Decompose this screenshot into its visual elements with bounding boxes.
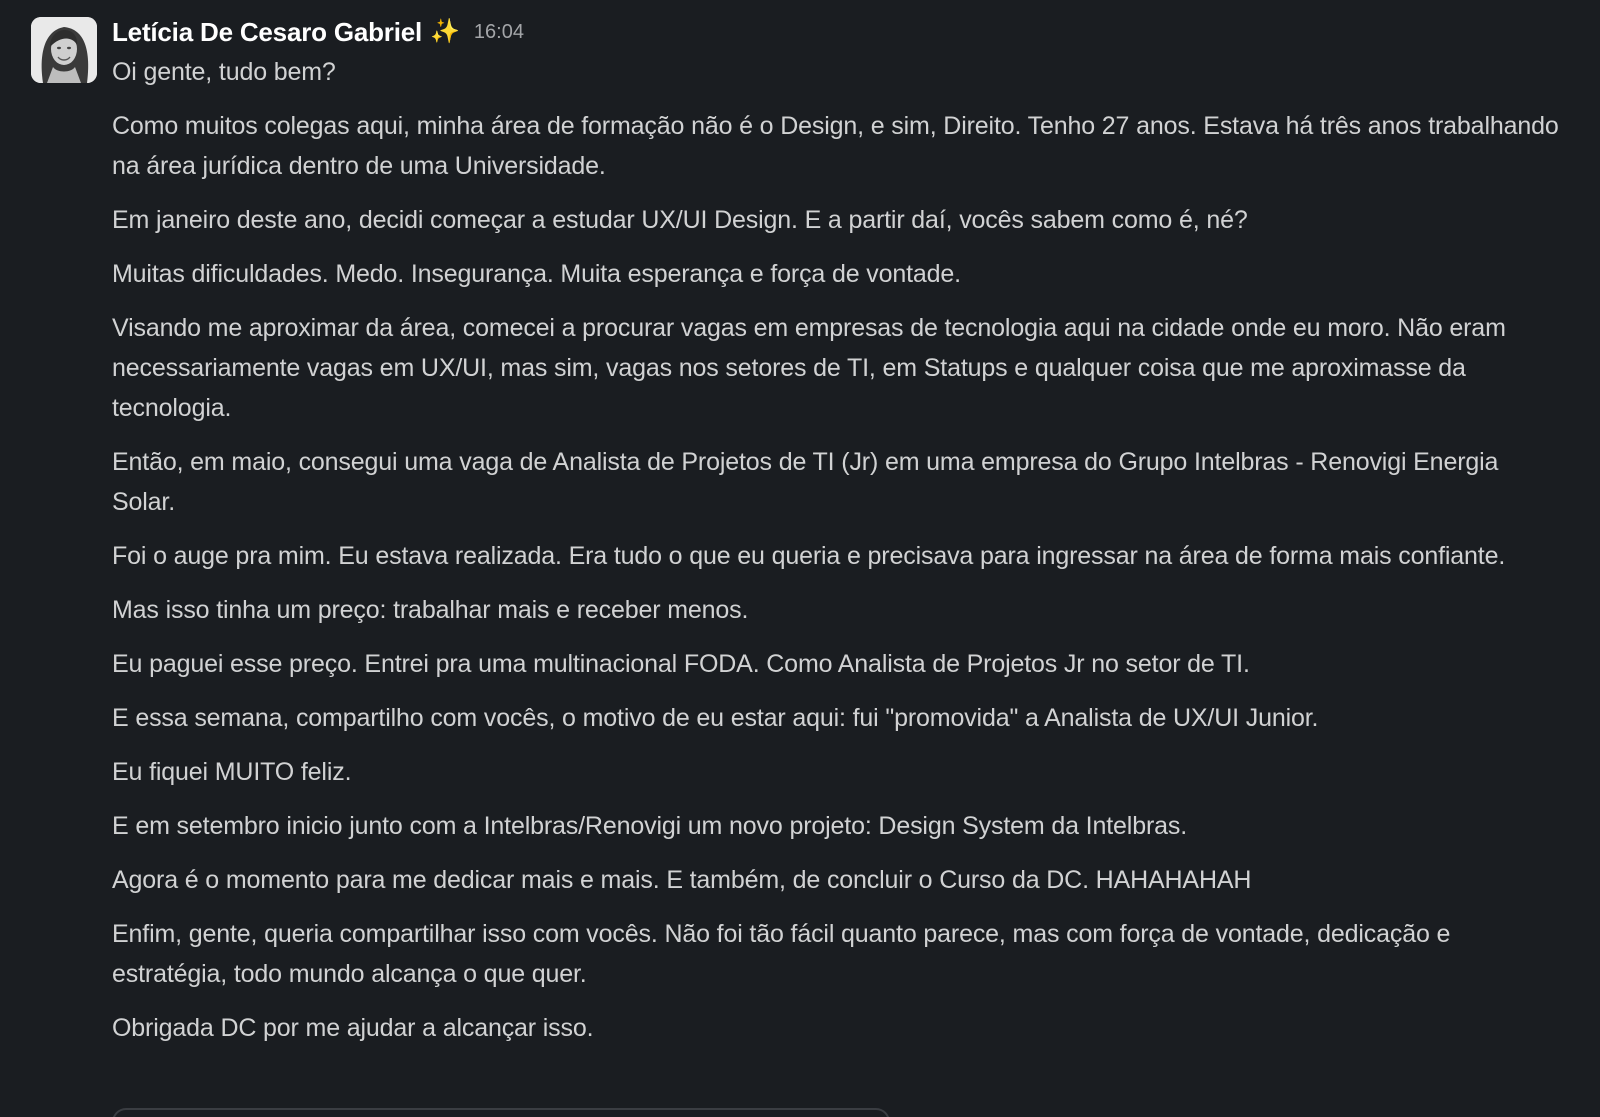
message-timestamp[interactable]: 16:04 <box>473 20 524 43</box>
message-paragraph: Foi o auge pra mim. Eu estava realizada. Era tudo o que eu queria e precisava para ingressar na área de forma mais confiante. <box>112 542 1506 570</box>
message-paragraph: E em setembro inicio junto com a Intelbras/Renovigi um novo projeto: Design System da Intelbras. <box>112 812 1188 840</box>
message-paragraph: Em janeiro deste ano, decidi começar a estudar UX/UI Design. E a partir daí, vocês sabem como é, né? <box>112 206 1248 234</box>
message-paragraph: Então, em maio, consegui uma vaga de Analista de Projetos de TI (Jr) em uma empresa do Grupo Intelbras - Renovigi Energia Solar. <box>112 448 1499 516</box>
message-paragraph: Visando me aproximar da área, comecei a procurar vagas em empresas de tecnologia aqui na cidade onde eu moro. Não eram necessariamente vagas em UX/UI, mas sim, vagas nos setores de TI, em Statups e qualquer coisa que me aproximasse da tecnologia. <box>112 314 1506 422</box>
message-paragraph: Agora é o momento para me dedicar mais e mais. E também, de concluir o Curso da DC. HAHAHAHAH <box>112 866 1252 894</box>
message-paragraph: Oi gente, tudo bem? <box>112 58 336 86</box>
user-avatar-icon <box>31 17 97 83</box>
message-body <box>112 52 1567 1062</box>
message-header <box>112 12 524 52</box>
message-paragraph: Muitas dificuldades. Medo. Insegurança. Muita esperança e força de vontade. <box>112 260 961 288</box>
message-paragraph: Como muitos colegas aqui, minha área de formação não é o Design, e sim, Direito. Tenho 27 anos. Estava há três anos trabalhando na área jurídica dentro de uma Universidade. <box>112 112 1559 180</box>
sender-name[interactable]: Letícia De Cesaro Gabriel <box>112 16 423 47</box>
message-paragraph: Enfim, gente, queria compartilhar isso com vocês. Não foi tão fácil quanto parece, mas com força de vontade, dedicação e estratégia, todo mundo alcança o que quer. <box>112 920 1451 988</box>
avatar[interactable] <box>31 17 97 83</box>
message-paragraph: Eu fiquei MUITO feliz. <box>112 758 352 786</box>
message-paragraph: Eu paguei esse preço. Entrei pra uma multinacional FODA. Como Analista de Projetos Jr no setor de TI. <box>112 650 1250 678</box>
sparkles-icon[interactable]: ✨ <box>430 18 460 45</box>
attachment-card[interactable] <box>112 1108 890 1117</box>
message-paragraph: Obrigada DC por me ajudar a alcançar isso. <box>112 1014 594 1042</box>
message-paragraph: Mas isso tinha um preço: trabalhar mais e receber menos. <box>112 596 749 624</box>
message-paragraph: E essa semana, compartilho com vocês, o motivo de eu estar aqui: fui "promovida" a Analista de UX/UI Junior. <box>112 704 1319 732</box>
